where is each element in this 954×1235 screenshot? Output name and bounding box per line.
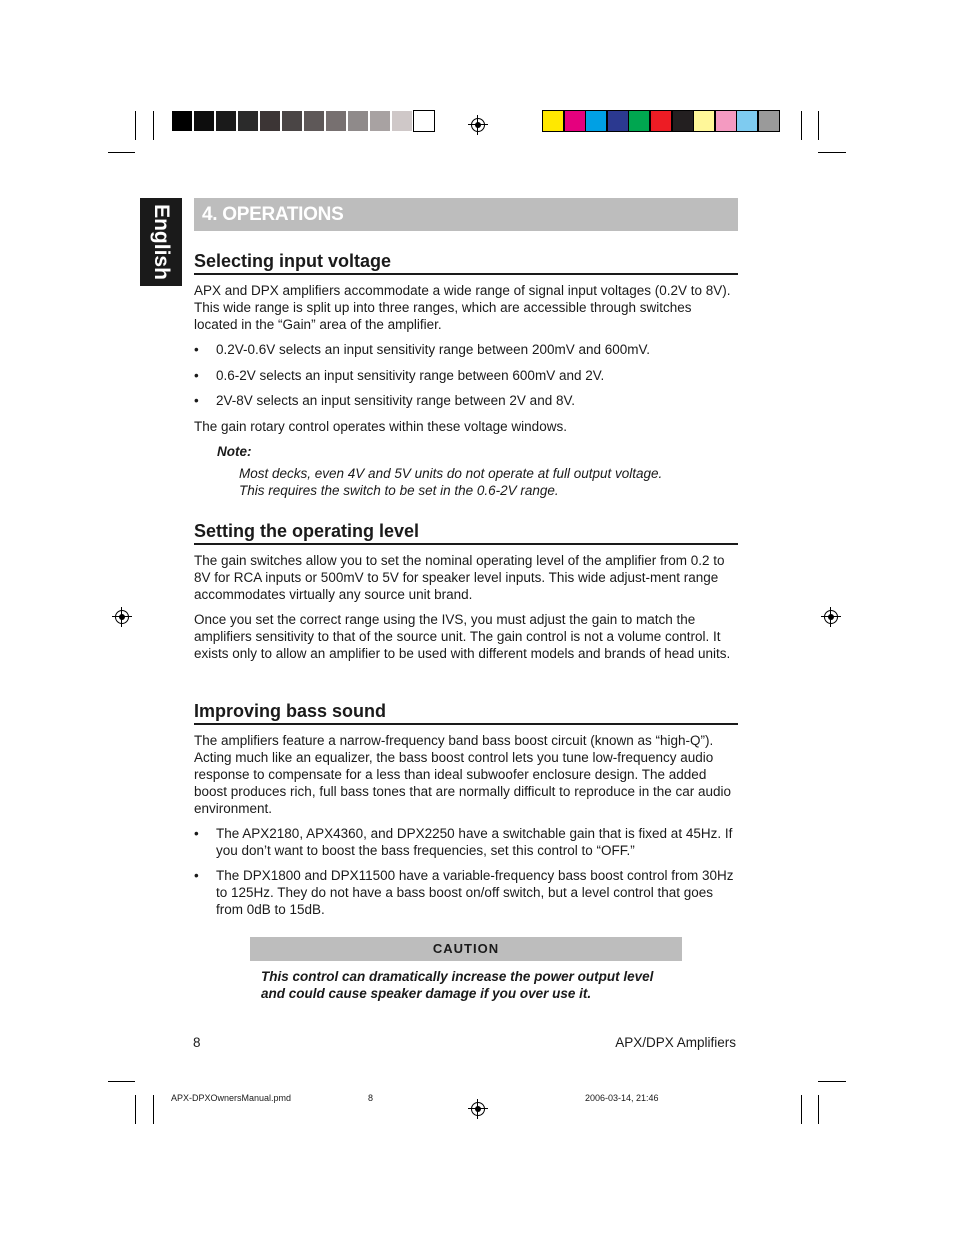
registration-mark-icon <box>468 115 488 135</box>
section-title: 4. OPERATIONS <box>202 204 344 225</box>
paragraph: The gain switches allow you to set the nominal operating level of the amplifier from 0.2 to 8V for RCA inputs or 500mV to 5V for speaker level inputs. This wide adjust-ment range accommodates virtually any source unit brand. <box>194 553 725 602</box>
heading-setting-operating-level: Setting the operating level <box>194 520 738 545</box>
bullet-icon: • <box>194 393 199 408</box>
caution-bar <box>250 937 682 961</box>
gray-swatch <box>392 111 412 131</box>
gray-swatch <box>194 111 214 131</box>
gray-swatch <box>238 111 258 131</box>
process-swatch <box>565 111 585 131</box>
bullet-icon: • <box>194 868 199 883</box>
process-swatch <box>716 111 736 131</box>
gray-swatch <box>304 111 324 131</box>
process-swatch <box>673 111 693 131</box>
page-number: 8 <box>193 1035 201 1050</box>
gray-swatch <box>282 111 302 131</box>
note-line: Most decks, even 4V and 5V units do not operate at full output voltage. <box>239 466 663 481</box>
paragraph: Once you set the correct range using the IVS, you must adjust the gain to match the amplifiers sensitivity to that of the source unit. The gain control is not a volume control. It exists only to allow an amplifier to be used with different models and brands of head units. <box>194 612 731 661</box>
bullet-icon: • <box>194 826 199 841</box>
paragraph: APX and DPX amplifiers accommodate a wide range of signal input voltages (0.2V to 8V). This wide range is split up into three ranges, which are accessible through switches located in the “Gain” area of the amplifier. <box>194 283 731 332</box>
caution-label: CAUTION <box>432 941 500 956</box>
section-title-bar <box>194 198 738 231</box>
note-label: Note: <box>217 444 252 459</box>
gray-swatch <box>260 111 280 131</box>
language-tab-label: English <box>150 204 173 280</box>
registration-mark-icon <box>112 607 132 627</box>
process-swatch <box>759 111 779 131</box>
slug-page: 8 <box>368 1093 374 1103</box>
slug-file: APX-DPXOwnersManual.pmd <box>171 1093 292 1103</box>
gray-swatch <box>348 111 368 131</box>
paragraph: The gain rotary control operates within these voltage windows. <box>194 419 567 434</box>
process-swatch <box>543 111 563 131</box>
language-tab <box>140 198 182 286</box>
process-swatch <box>651 111 671 131</box>
registration-mark-icon <box>468 1099 488 1119</box>
caution-text: This control can dramatically increase the power output level and could cause speaker damage if you over use it. <box>261 969 654 1001</box>
gray-swatch <box>326 111 346 131</box>
heading-improving-bass-sound: Improving bass sound <box>194 700 738 725</box>
bullet-icon: • <box>194 368 199 383</box>
process-swatch <box>629 111 649 131</box>
process-swatch <box>608 111 628 131</box>
heading-selecting-input-voltage: Selecting input voltage <box>194 250 738 275</box>
process-swatch <box>737 111 757 131</box>
paragraph: The amplifiers feature a narrow-frequency band bass boost circuit (known as “high-Q”). Acting much like an equalizer, the bass boost control lets you tune low-frequency audio response to compensate for a less than ideal subwoofer enclosure design. The added boost produces rich, full bass tones that are normally difficult to reproduce in the car audio environment. <box>194 733 732 816</box>
slug-date: 2006-03-14, 21:46 <box>585 1093 659 1103</box>
bullet-icon: • <box>194 342 199 357</box>
gray-swatch <box>370 111 390 131</box>
gray-swatch <box>414 111 434 131</box>
process-swatch <box>694 111 714 131</box>
product-name: APX/DPX Amplifiers <box>615 1035 736 1050</box>
gray-swatch <box>172 111 192 131</box>
registration-mark-icon <box>821 607 841 627</box>
gray-swatch <box>216 111 236 131</box>
process-swatch <box>586 111 606 131</box>
note-line: This requires the switch to be set in the 0.6-2V range. <box>239 483 559 498</box>
